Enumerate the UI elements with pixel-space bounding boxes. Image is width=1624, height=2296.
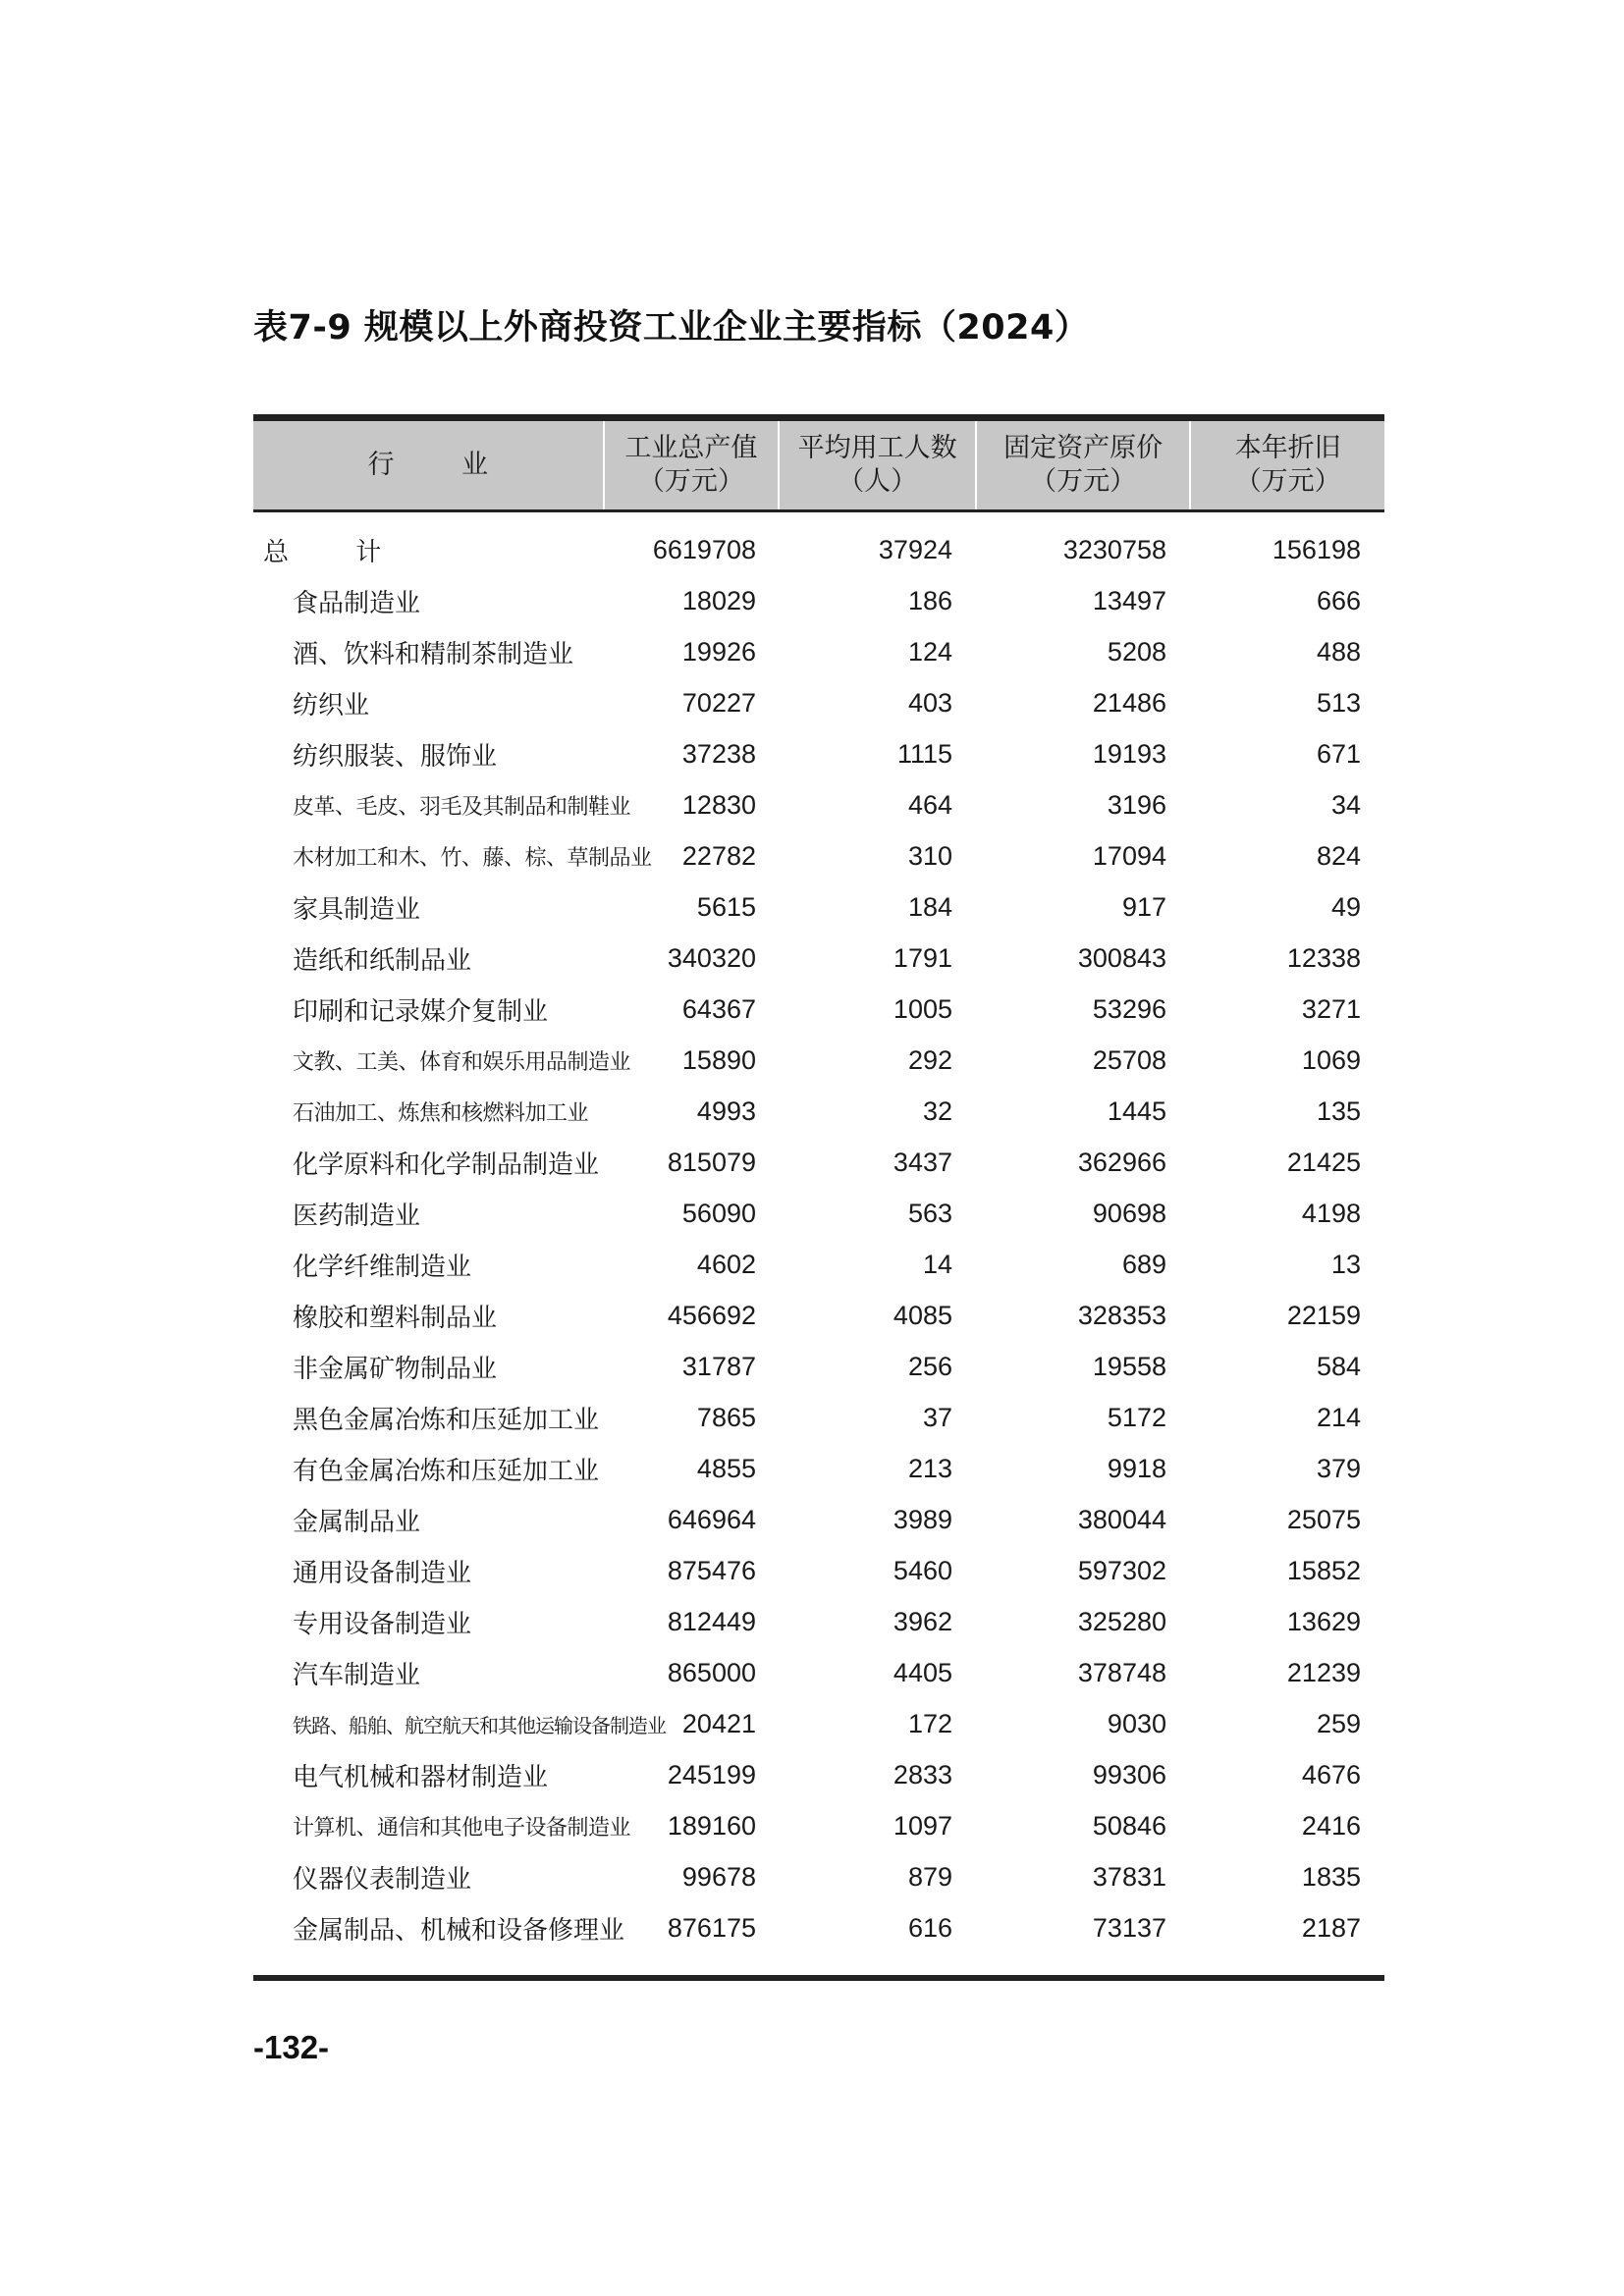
workers-value: 4085 — [893, 1300, 952, 1330]
table-row — [253, 1800, 1384, 1851]
assets-value: 328353 — [1077, 1300, 1166, 1330]
table-row — [253, 1902, 1384, 1953]
table-header — [253, 421, 1384, 512]
output-value: 876175 — [667, 1912, 756, 1943]
workers-value: 1005 — [893, 993, 952, 1024]
depreciation-value: 1069 — [1301, 1044, 1361, 1075]
table-bottom-rule — [253, 1975, 1384, 1981]
industry-name: 石油加工、炼焦和核燃料加工业 — [293, 1100, 589, 1126]
workers-value: 172 — [907, 1708, 952, 1738]
assets-value: 5172 — [1107, 1402, 1166, 1432]
workers-value: 292 — [907, 1044, 952, 1075]
industry-name: 仪器仪表制造业 — [293, 1864, 472, 1895]
workers-value: 184 — [907, 891, 952, 922]
output-value: 20421 — [681, 1708, 756, 1738]
header-output — [603, 421, 779, 509]
assets-value: 19193 — [1092, 738, 1166, 769]
depreciation-value: 13629 — [1286, 1606, 1361, 1636]
industry-name: 印刷和记录媒介复制业 — [293, 996, 549, 1027]
industry-name: 金属制品业 — [293, 1507, 421, 1537]
workers-value: 3962 — [893, 1606, 952, 1636]
depreciation-value: 135 — [1316, 1095, 1361, 1126]
depreciation-value: 49 — [1330, 891, 1361, 922]
assets-value: 3196 — [1107, 789, 1166, 820]
industry-name: 化学原料和化学制品制造业 — [293, 1149, 600, 1180]
depreciation-value: 34 — [1330, 789, 1361, 820]
header-depreciation-unit: （万元） — [1234, 466, 1341, 497]
header-industry: 行 业 — [367, 450, 518, 480]
workers-value: 464 — [907, 789, 952, 820]
output-value: 22782 — [681, 840, 756, 871]
depreciation-value: 379 — [1316, 1453, 1361, 1483]
output-value: 6619708 — [652, 534, 756, 564]
assets-value: 21486 — [1092, 687, 1166, 718]
output-value: 18029 — [681, 585, 756, 615]
table-row — [253, 984, 1384, 1035]
table-row-total — [253, 524, 1384, 575]
output-value: 12830 — [681, 789, 756, 820]
industry-name: 金属制品、机械和设备修理业 — [293, 1915, 625, 1946]
depreciation-value: 259 — [1316, 1708, 1361, 1738]
depreciation-value: 1835 — [1301, 1861, 1361, 1892]
workers-value: 3437 — [893, 1147, 952, 1177]
table-row — [253, 1341, 1384, 1392]
header-workers — [778, 421, 975, 509]
output-value: 245199 — [667, 1759, 756, 1789]
industry-name: 通用设备制造业 — [293, 1558, 472, 1588]
depreciation-value: 25075 — [1286, 1504, 1361, 1534]
output-value: 865000 — [667, 1657, 756, 1687]
output-value: 70227 — [681, 687, 756, 718]
assets-value: 325280 — [1077, 1606, 1166, 1636]
workers-value: 124 — [907, 636, 952, 667]
depreciation-value: 488 — [1316, 636, 1361, 667]
depreciation-value: 214 — [1316, 1402, 1361, 1432]
assets-value: 50846 — [1092, 1810, 1166, 1841]
header-depreciation — [1189, 421, 1384, 509]
table-body — [253, 512, 1384, 1975]
assets-value: 380044 — [1077, 1504, 1166, 1534]
table-row — [253, 881, 1384, 933]
output-value: 875476 — [667, 1555, 756, 1585]
table-row — [253, 626, 1384, 677]
table-row — [253, 1239, 1384, 1290]
assets-value: 9918 — [1107, 1453, 1166, 1483]
header-output-unit: （万元） — [637, 466, 744, 497]
workers-value: 1097 — [893, 1810, 952, 1841]
output-value: 31787 — [681, 1351, 756, 1381]
industry-name: 食品制造业 — [293, 588, 421, 618]
assets-value: 99306 — [1092, 1759, 1166, 1789]
table-row — [253, 1188, 1384, 1239]
header-output-label: 工业总产值 — [624, 433, 758, 463]
header-assets-unit: （万元） — [1030, 466, 1137, 497]
output-value: 815079 — [667, 1147, 756, 1177]
table-row — [253, 1443, 1384, 1494]
output-value: 812449 — [667, 1606, 756, 1636]
workers-value: 5460 — [893, 1555, 952, 1585]
table-row — [253, 1290, 1384, 1341]
header-workers-label: 平均用工人数 — [797, 433, 957, 463]
assets-value: 25708 — [1092, 1044, 1166, 1075]
header-assets — [975, 421, 1189, 509]
workers-value: 616 — [907, 1912, 952, 1943]
depreciation-value: 21239 — [1286, 1657, 1361, 1687]
industry-name: 汽车制造业 — [293, 1660, 421, 1690]
table-row — [253, 1698, 1384, 1749]
industry-name: 酒、饮料和精制茶制造业 — [293, 639, 574, 669]
workers-value: 186 — [907, 585, 952, 615]
assets-value: 37831 — [1092, 1861, 1166, 1892]
assets-value: 5208 — [1107, 636, 1166, 667]
assets-value: 3230758 — [1062, 534, 1166, 564]
assets-value: 1445 — [1107, 1095, 1166, 1126]
assets-value: 90698 — [1092, 1198, 1166, 1228]
industry-name: 家具制造业 — [293, 894, 421, 925]
output-value: 456692 — [667, 1300, 756, 1330]
assets-value: 73137 — [1092, 1912, 1166, 1943]
workers-value: 3989 — [893, 1504, 952, 1534]
table-row — [253, 1392, 1384, 1443]
industry-name: 有色金属冶炼和压延加工业 — [293, 1456, 600, 1486]
assets-value: 917 — [1121, 891, 1166, 922]
depreciation-value: 15852 — [1286, 1555, 1361, 1585]
output-value: 15890 — [681, 1044, 756, 1075]
depreciation-value: 4198 — [1301, 1198, 1361, 1228]
industry-name: 计算机、通信和其他电子设备制造业 — [293, 1815, 631, 1841]
table-row — [253, 1545, 1384, 1596]
assets-value: 17094 — [1092, 840, 1166, 871]
workers-value: 256 — [907, 1351, 952, 1381]
industry-name: 皮革、毛皮、羽毛及其制品和制鞋业 — [293, 794, 631, 820]
output-value: 646964 — [667, 1504, 756, 1534]
industry-name: 专用设备制造业 — [293, 1609, 472, 1639]
depreciation-value: 513 — [1316, 687, 1361, 718]
table-row — [253, 1035, 1384, 1086]
depreciation-value: 824 — [1316, 840, 1361, 871]
industry-name: 橡胶和塑料制品业 — [293, 1303, 498, 1333]
table-row — [253, 1647, 1384, 1698]
output-value: 56090 — [681, 1198, 756, 1228]
output-value: 7865 — [696, 1402, 756, 1432]
assets-value: 362966 — [1077, 1147, 1166, 1177]
assets-value: 53296 — [1092, 993, 1166, 1024]
table-row — [253, 779, 1384, 830]
header-workers-unit: （人） — [838, 466, 918, 497]
output-value: 189160 — [667, 1810, 756, 1841]
depreciation-value: 584 — [1316, 1351, 1361, 1381]
header-assets-label: 固定资产原价 — [1003, 433, 1164, 463]
output-value: 64367 — [681, 993, 756, 1024]
workers-value: 213 — [907, 1453, 952, 1483]
table-row — [253, 1137, 1384, 1188]
table-row — [253, 1494, 1384, 1545]
depreciation-value: 2416 — [1301, 1810, 1361, 1841]
assets-value: 597302 — [1077, 1555, 1166, 1585]
industry-name: 医药制造业 — [293, 1201, 421, 1231]
table-row — [253, 1086, 1384, 1137]
output-value: 4993 — [696, 1095, 756, 1126]
table-row — [253, 728, 1384, 779]
output-value: 37238 — [681, 738, 756, 769]
assets-value: 689 — [1121, 1249, 1166, 1279]
header-depreciation-label: 本年折旧 — [1234, 433, 1341, 463]
depreciation-value: 12338 — [1286, 942, 1361, 973]
depreciation-value: 4676 — [1301, 1759, 1361, 1789]
output-value: 4855 — [696, 1453, 756, 1483]
industry-name: 黑色金属冶炼和压延加工业 — [293, 1405, 600, 1435]
industry-name: 文教、工美、体育和娱乐用品制造业 — [293, 1049, 631, 1075]
assets-value: 19558 — [1092, 1351, 1166, 1381]
workers-value: 1791 — [893, 942, 952, 973]
output-value: 19926 — [681, 636, 756, 667]
workers-value: 4405 — [893, 1657, 952, 1687]
depreciation-value: 22159 — [1286, 1300, 1361, 1330]
depreciation-value: 2187 — [1301, 1912, 1361, 1943]
table-title: 表7-9 规模以上外商投资工业企业主要指标（2024） — [253, 308, 1090, 347]
industry-name: 总 计 — [263, 537, 411, 567]
assets-value: 13497 — [1092, 585, 1166, 615]
depreciation-value: 666 — [1316, 585, 1361, 615]
table-row — [253, 677, 1384, 728]
depreciation-value: 671 — [1316, 738, 1361, 769]
industry-name: 纺织服装、服饰业 — [293, 741, 498, 772]
workers-value: 37924 — [878, 534, 952, 564]
industry-name: 造纸和纸制品业 — [293, 945, 472, 976]
table-row — [253, 1851, 1384, 1902]
table-row — [253, 1749, 1384, 1800]
depreciation-value: 21425 — [1286, 1147, 1361, 1177]
industry-name: 非金属矿物制品业 — [293, 1354, 498, 1384]
industry-name: 木材加工和木、竹、藤、棕、草制品业 — [293, 845, 652, 871]
table-row — [253, 830, 1384, 881]
table-row — [253, 1596, 1384, 1647]
table-top-rule — [253, 414, 1384, 421]
industry-name: 电气机械和器材制造业 — [293, 1762, 549, 1792]
table-row — [253, 575, 1384, 626]
workers-value: 1115 — [896, 738, 952, 769]
table-row — [253, 933, 1384, 984]
workers-value: 403 — [907, 687, 952, 718]
workers-value: 310 — [907, 840, 952, 871]
output-value: 99678 — [681, 1861, 756, 1892]
workers-value: 2833 — [893, 1759, 952, 1789]
statistics-table — [253, 414, 1384, 1981]
page-number: -132- — [253, 2029, 330, 2065]
workers-value: 37 — [922, 1402, 952, 1432]
workers-value: 32 — [922, 1095, 952, 1126]
depreciation-value: 3271 — [1301, 993, 1361, 1024]
workers-value: 563 — [907, 1198, 952, 1228]
assets-value: 378748 — [1077, 1657, 1166, 1687]
industry-name: 化学纤维制造业 — [293, 1252, 472, 1282]
assets-value: 9030 — [1107, 1708, 1166, 1738]
output-value: 5615 — [696, 891, 756, 922]
assets-value: 300843 — [1077, 942, 1166, 973]
depreciation-value: 13 — [1330, 1249, 1361, 1279]
output-value: 4602 — [696, 1249, 756, 1279]
workers-value: 14 — [922, 1249, 952, 1279]
output-value: 340320 — [667, 942, 756, 973]
workers-value: 879 — [907, 1861, 952, 1892]
depreciation-value: 156198 — [1272, 534, 1361, 564]
industry-name: 铁路、船舶、航空航天和其他运输设备制造业 — [293, 1713, 666, 1737]
industry-name: 纺织业 — [293, 690, 370, 721]
